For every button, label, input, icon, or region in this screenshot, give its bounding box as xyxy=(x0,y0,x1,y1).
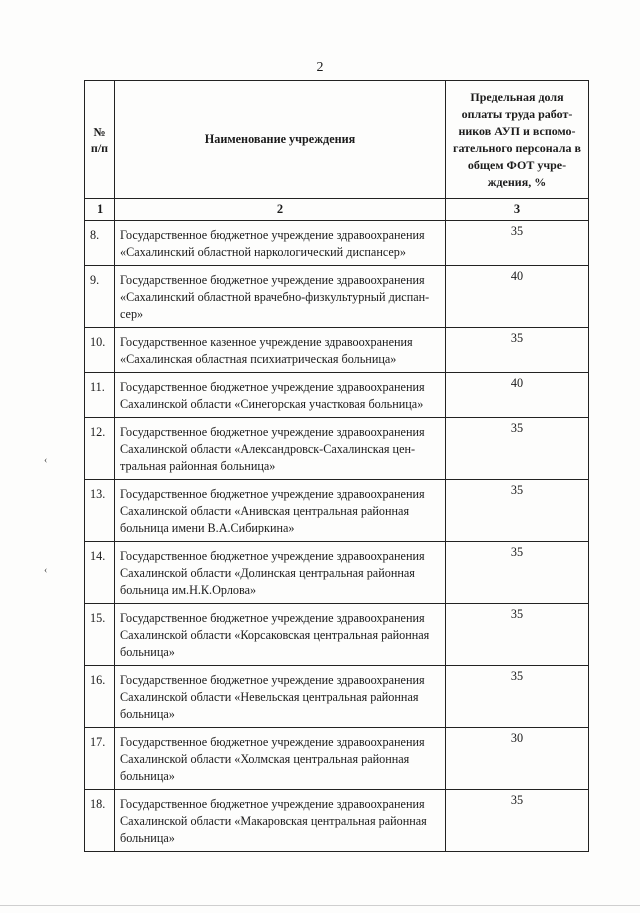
table-row xyxy=(85,542,589,604)
row-number: 10. xyxy=(85,328,115,373)
payroll-share: 35 xyxy=(446,790,589,852)
row-number: 15. xyxy=(85,604,115,666)
payroll-share: 35 xyxy=(446,542,589,604)
institution-name: Государственное бюджетное учреждение здравоохранения «Сахалинский областной наркологический диспансер» xyxy=(115,221,446,266)
header-name: Наименование учреждения xyxy=(115,81,446,199)
table-row xyxy=(85,418,589,480)
payroll-share: 35 xyxy=(446,480,589,542)
row-number: 17. xyxy=(85,728,115,790)
payroll-share: 35 xyxy=(446,418,589,480)
table-row xyxy=(85,728,589,790)
institutions-table xyxy=(84,80,589,852)
table-header-row xyxy=(85,81,589,199)
institution-name: Государственное бюджетное учреждение здравоохранения Сахалинской области «Синегорская участковая больница» xyxy=(115,373,446,418)
column-number-1: 1 xyxy=(85,199,115,221)
table-row xyxy=(85,328,589,373)
payroll-share: 40 xyxy=(446,373,589,418)
header-number: № п/п xyxy=(85,81,115,199)
row-number: 16. xyxy=(85,666,115,728)
table-row xyxy=(85,666,589,728)
row-number: 14. xyxy=(85,542,115,604)
table-row xyxy=(85,480,589,542)
column-numbers-row xyxy=(85,199,589,221)
payroll-share: 30 xyxy=(446,728,589,790)
column-number-2: 2 xyxy=(115,199,446,221)
row-number: 12. xyxy=(85,418,115,480)
payroll-share: 35 xyxy=(446,221,589,266)
scan-mark: ‹ xyxy=(44,565,48,576)
page-number: 2 xyxy=(316,60,324,75)
payroll-share: 35 xyxy=(446,666,589,728)
institution-name: Государственное бюджетное учреждение здравоохранения Сахалинской области «Анивская центральная районная больница имени В.А.Сибиркина» xyxy=(115,480,446,542)
payroll-share: 35 xyxy=(446,604,589,666)
row-number: 11. xyxy=(85,373,115,418)
institution-name: Государственное бюджетное учреждение здравоохранения Сахалинской области «Корсаковская центральная районная больница» xyxy=(115,604,446,666)
table-row xyxy=(85,373,589,418)
table-row xyxy=(85,604,589,666)
institution-name: Государственное бюджетное учреждение здравоохранения Сахалинской области «Макаровская центральная районная больница» xyxy=(115,790,446,852)
institution-name: Государственное бюджетное учреждение здравоохранения Сахалинской области «Невельская центральная районная больница» xyxy=(115,666,446,728)
institution-name: Государственное бюджетное учреждение здравоохранения «Сахалинский областной врачебно-физкультурный диспан-сер» xyxy=(115,266,446,328)
row-number: 13. xyxy=(85,480,115,542)
table-row xyxy=(85,221,589,266)
row-number: 9. xyxy=(85,266,115,328)
table-row xyxy=(85,266,589,328)
institution-name: Государственное бюджетное учреждение здравоохранения Сахалинской области «Александровск-Сахалинская цен-тральная районная больница» xyxy=(115,418,446,480)
row-number: 18. xyxy=(85,790,115,852)
payroll-share: 35 xyxy=(446,328,589,373)
institution-name: Государственное казенное учреждение здравоохранения «Сахалинская областная психиатрическая больница» xyxy=(115,328,446,373)
institution-name: Государственное бюджетное учреждение здравоохранения Сахалинской области «Холмская центральная районная больница» xyxy=(115,728,446,790)
header-share: Предельная доля оплаты труда работ-ников АУП и вспомо-гательного персонала в общем ФОТ учре-ждения, % xyxy=(446,81,589,199)
row-number: 8. xyxy=(85,221,115,266)
payroll-share: 40 xyxy=(446,266,589,328)
table-row xyxy=(85,790,589,852)
column-number-3: 3 xyxy=(446,199,589,221)
scan-edge-line xyxy=(0,905,640,906)
scan-mark: ‹ xyxy=(44,455,48,466)
institution-name: Государственное бюджетное учреждение здравоохранения Сахалинской области «Долинская центральная районная больница им.Н.К.Орлова» xyxy=(115,542,446,604)
